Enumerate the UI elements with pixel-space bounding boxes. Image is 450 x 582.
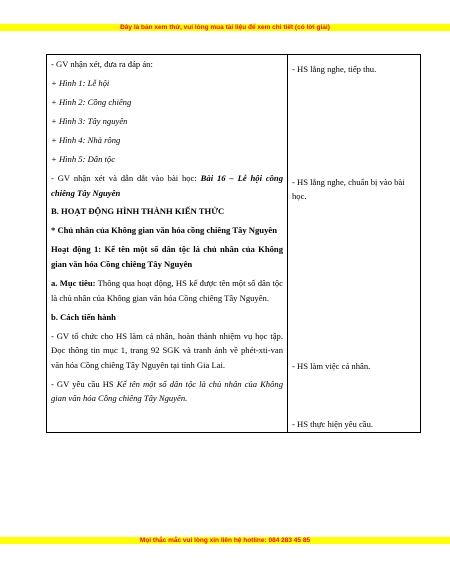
objective-label: a. Mục tiêu: bbox=[51, 278, 96, 289]
teacher-activities-cell bbox=[47, 55, 288, 433]
procedure-step bbox=[51, 377, 283, 406]
spacer bbox=[292, 373, 416, 417]
lesson-title: Bài 16 – Lễ hội cồng chiêng Tây Nguyên bbox=[51, 172, 284, 198]
student-response: - HS làm việc cá nhân. bbox=[292, 360, 371, 371]
teacher-intro: - GV nhận xét, đưa ra đáp án: bbox=[51, 59, 153, 69]
cell-bottom-space bbox=[51, 410, 283, 420]
table-row bbox=[47, 55, 421, 433]
student-response: - HS thực hiện yêu cầu. bbox=[292, 419, 374, 430]
activity-title: Hoạt động 1: Kể tên một số dân tộc là chủ nhân của Không gian văn hóa Cồng chiêng Tây Nguyên bbox=[51, 244, 283, 270]
objective-paragraph bbox=[51, 276, 283, 305]
hotline-notice bbox=[0, 537, 450, 544]
objective-text: Thông qua hoạt động, HS kể được tên một số dân tộc là chủ nhân của Không gian văn hóa Cồng chiêng Tây Nguyên. bbox=[51, 278, 283, 303]
answer-item: + Hình 5: Dân tộc bbox=[51, 153, 116, 164]
spacer bbox=[292, 77, 416, 175]
lead-in-paragraph bbox=[51, 171, 283, 200]
student-response: - HS lắng nghe, chuẩn bị vào bài học. bbox=[292, 176, 405, 202]
subsection-heading: * Chủ nhân của Không gian văn hóa cồng chiêng Tây Nguyên bbox=[51, 225, 277, 236]
lead-in-prefix: - GV nhận xét và dẫn dắt vào bài học: bbox=[51, 172, 201, 183]
student-activities-cell bbox=[288, 55, 421, 433]
student-response: - HS lắng nghe, tiếp thu. bbox=[292, 64, 377, 74]
procedure-heading: b. Cách tiến hành bbox=[51, 311, 116, 322]
answer-item: + Hình 2: Cồng chiêng bbox=[51, 96, 132, 107]
step-task: Kể tên một số dân tộc là chủ nhân của Không gian văn hóa Cồng chiêng Tây Nguyên. bbox=[51, 378, 283, 404]
answer-item: + Hình 1: Lễ hội bbox=[51, 77, 110, 88]
lesson-table bbox=[46, 54, 421, 433]
spacer bbox=[292, 204, 416, 359]
hotline-notice-text: Mọi thắc mắc vui lòng xin liên hệ hotline: 084 283 45 85 bbox=[139, 537, 311, 544]
procedure-step: - GV tổ chức cho HS làm cá nhân, hoàn thành nhiệm vụ học tập. Đọc thông tin mục 1, trang 92 SGK và tranh ảnh về phét-xti-van văn hóa Cồng chiêng Tây Nguyên tại tỉnh Gia Lai. bbox=[51, 330, 283, 370]
step-prefix: - GV yêu cầu HS bbox=[51, 378, 117, 389]
preview-notice-text: Đây là bản xem thử, vui lòng mua tài liệu để xem chi tiết (có lời giải) bbox=[120, 24, 330, 31]
preview-notice bbox=[0, 24, 450, 31]
section-heading: B. HOẠT ĐỘNG HÌNH THÀNH KIẾN THỨC bbox=[51, 206, 225, 217]
answer-item: + Hình 3: Tây nguyên bbox=[51, 115, 128, 126]
answer-item: + Hình 4: Nhà rông bbox=[51, 134, 121, 145]
